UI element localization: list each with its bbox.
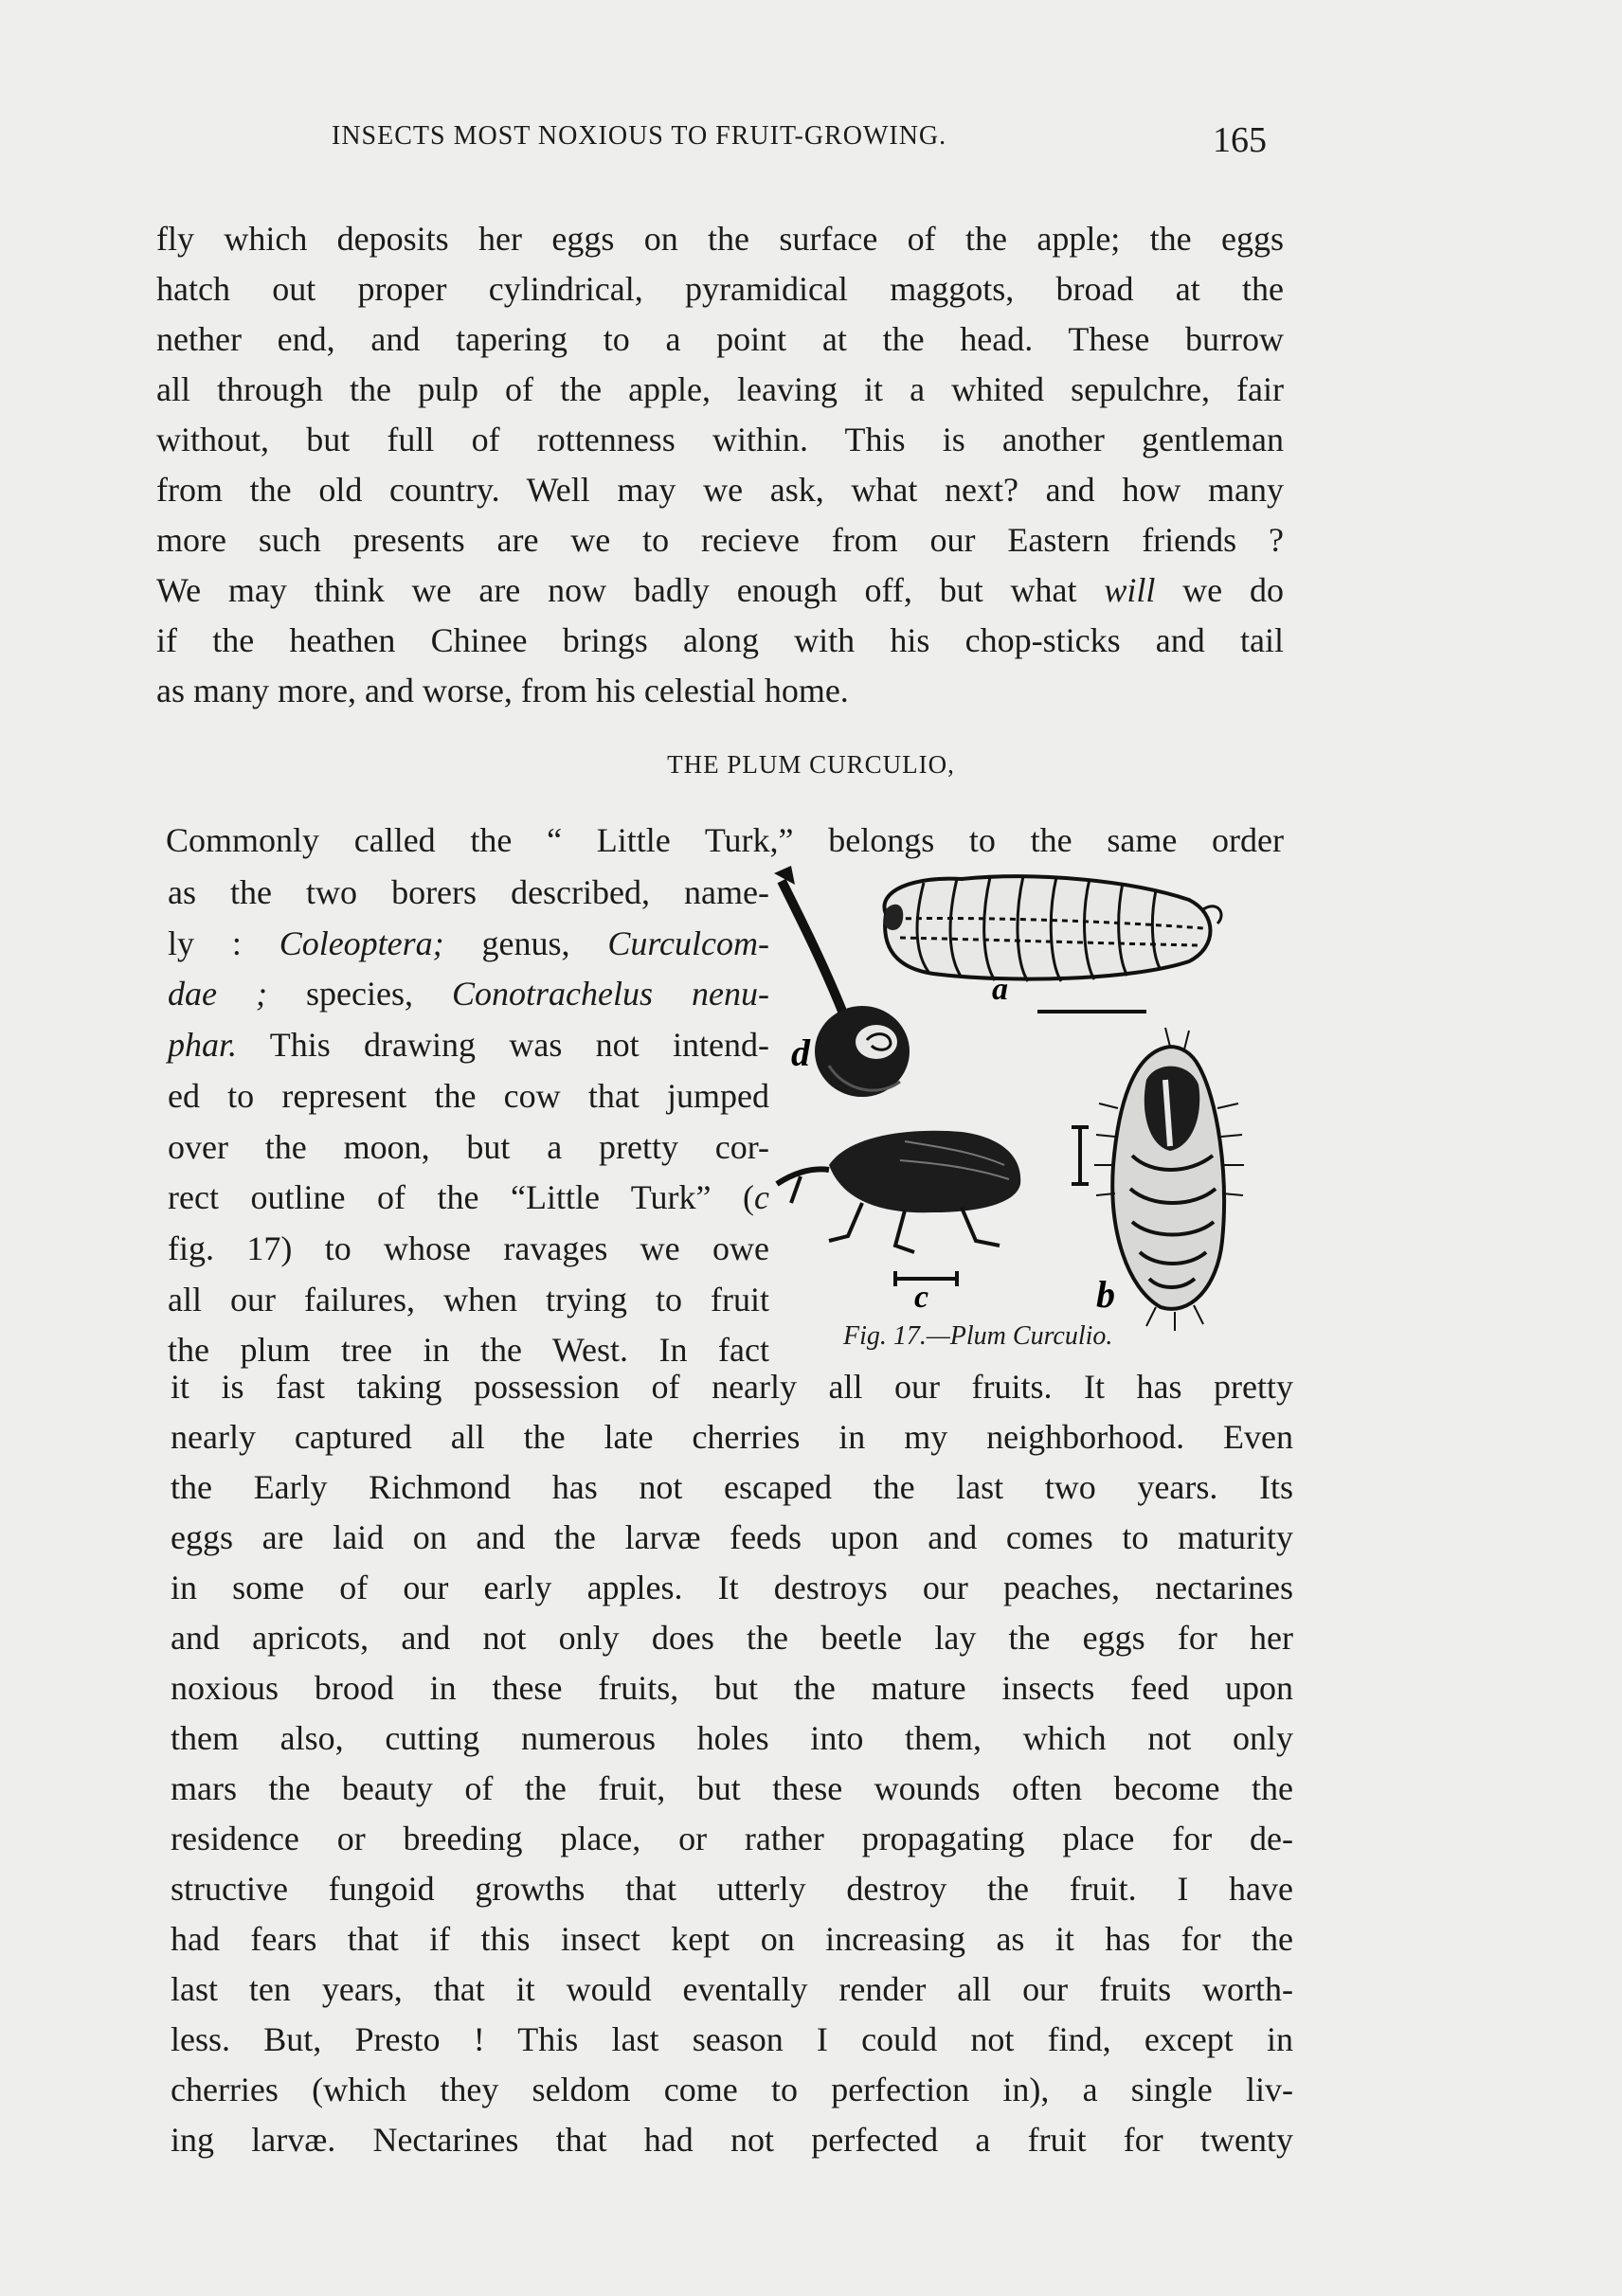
text-line: cherries (which they seldom come to perfection in), a single liv- <box>171 2071 1293 2108</box>
text-line: as many more, and worse, from his celestial home. <box>156 672 849 709</box>
text-line: mars the beauty of the fruit, but these wounds often become the <box>171 1769 1293 1807</box>
pupa-illustration <box>1094 1028 1244 1331</box>
text-line: over the moon, but a pretty cor- <box>168 1127 769 1166</box>
figure-caption <box>843 1321 1112 1352</box>
paragraph-2-first-line <box>166 816 1284 866</box>
text-line: all through the pulp of the apple, leaving it a whited sepulchre, fair <box>156 370 1284 408</box>
text-line: ed to represent the cow that jumped <box>168 1076 769 1115</box>
text-line: Commonly called the “ Little Turk,” belongs to the same order <box>166 821 1284 859</box>
text-line: hatch out proper cylindrical, pyramidical maggots, broad at the <box>156 270 1284 308</box>
text-line: from the old country. Well may we ask, what next? and how many <box>156 471 1284 509</box>
text-line: all our failures, when trying to fruit <box>168 1280 769 1318</box>
running-head: INSECTS MOST NOXIOUS TO FRUIT-GROWING. <box>332 121 947 151</box>
page-number: 165 <box>1213 120 1267 160</box>
text-run: rect outline of the “Little Turk” ( <box>168 1178 755 1217</box>
caption-fig-label: Fig. <box>843 1321 887 1351</box>
text-line: it is fast taking possession of nearly all our fruits. It has pretty <box>171 1368 1293 1406</box>
text-line: structive fungoid growths that utterly destroy the fruit. I have <box>171 1870 1293 1908</box>
plum-curculio-figure <box>772 862 1303 1350</box>
figure-label-b: b <box>1096 1273 1115 1316</box>
text-line <box>168 1020 769 1071</box>
figure-label-c: c <box>914 1280 929 1315</box>
taxon-genus-end: dae ; <box>168 975 267 1013</box>
figure-label-d: d <box>791 1031 810 1074</box>
text-line: them also, cutting numerous holes into them, which not only <box>171 1719 1293 1757</box>
larva-illustration <box>884 876 1221 981</box>
taxon-order: Coleoptera; <box>279 924 444 962</box>
text-line: and apricots, and not only does the beetle lay the eggs for her <box>171 1619 1293 1657</box>
text-line <box>156 565 1284 616</box>
text-run: ly : <box>168 924 279 962</box>
text-line: less. But, Presto ! This last season I could not find, except in <box>171 2020 1293 2058</box>
text-line: the plum tree in the West. In fact <box>168 1331 769 1370</box>
text-line: had fears that if this insect kept on increasing as it has for the <box>171 1920 1293 1958</box>
text-line: ing larvæ. Nectarines that had not perfected a fruit for twenty <box>171 2121 1293 2159</box>
section-heading: THE PLUM CURCULIO, <box>667 750 955 779</box>
text-run: This drawing was not intend- <box>237 1026 769 1065</box>
text-line: if the heathen Chinee brings along with his chop-sticks and tail <box>156 621 1284 659</box>
text-line <box>168 969 769 1020</box>
text-line: without, but full of rottenness within. This is another gentleman <box>156 421 1284 458</box>
figure-reference: c <box>754 1178 769 1217</box>
taxon-genus: Curculcom- <box>607 924 769 962</box>
paragraph-3 <box>171 1362 1293 2165</box>
taxon-species: Conotrachelus nenu- <box>452 975 769 1013</box>
text-run: We may think we are now badly enough off, but what <box>156 571 1105 609</box>
text-line: the Early Richmond has not escaped the last two years. Its <box>171 1468 1293 1506</box>
paragraph-1 <box>156 214 1284 716</box>
text-line: residence or breeding place, or rather propagating place for de- <box>171 1820 1293 1857</box>
text-line: fly which deposits her eggs on the surface of the apple; the eggs <box>156 220 1284 258</box>
text-run: we do <box>1155 571 1284 609</box>
text-line: last ten years, that it would eventally render all our fruits worth- <box>171 1970 1293 2008</box>
caption-text: 17.—Plum Curculio. <box>886 1321 1113 1351</box>
text-line: nearly captured all the late cherries in my neighborhood. Even <box>171 1418 1293 1456</box>
figure-label-a: a <box>992 972 1008 1007</box>
taxon-species-end: phar. <box>168 1026 238 1065</box>
scale-bar-b <box>1072 1127 1089 1184</box>
text-line: fig. 17) to whose ravages we owe <box>168 1229 769 1267</box>
text-line <box>168 919 769 970</box>
text-run: species, <box>267 975 453 1013</box>
text-line: eggs are laid on and the larvæ feeds upon and comes to maturity <box>171 1518 1293 1556</box>
text-run: genus, <box>443 924 608 962</box>
wrapped-text-column <box>168 868 769 1376</box>
text-line: as the two borers described, name- <box>168 873 769 911</box>
emphasis-text: will <box>1104 571 1156 609</box>
text-line: more such presents are we to recieve from our Eastern friends ? <box>156 521 1284 559</box>
text-line: nether end, and tapering to a point at the head. These burrow <box>156 320 1284 358</box>
text-line: noxious brood in these fruits, but the mature insects feed upon <box>171 1669 1293 1707</box>
text-line: in some of our early apples. It destroys our peaches, nectarines <box>171 1569 1293 1606</box>
beetle-illustration <box>777 1131 1020 1252</box>
text-line <box>168 1173 769 1224</box>
